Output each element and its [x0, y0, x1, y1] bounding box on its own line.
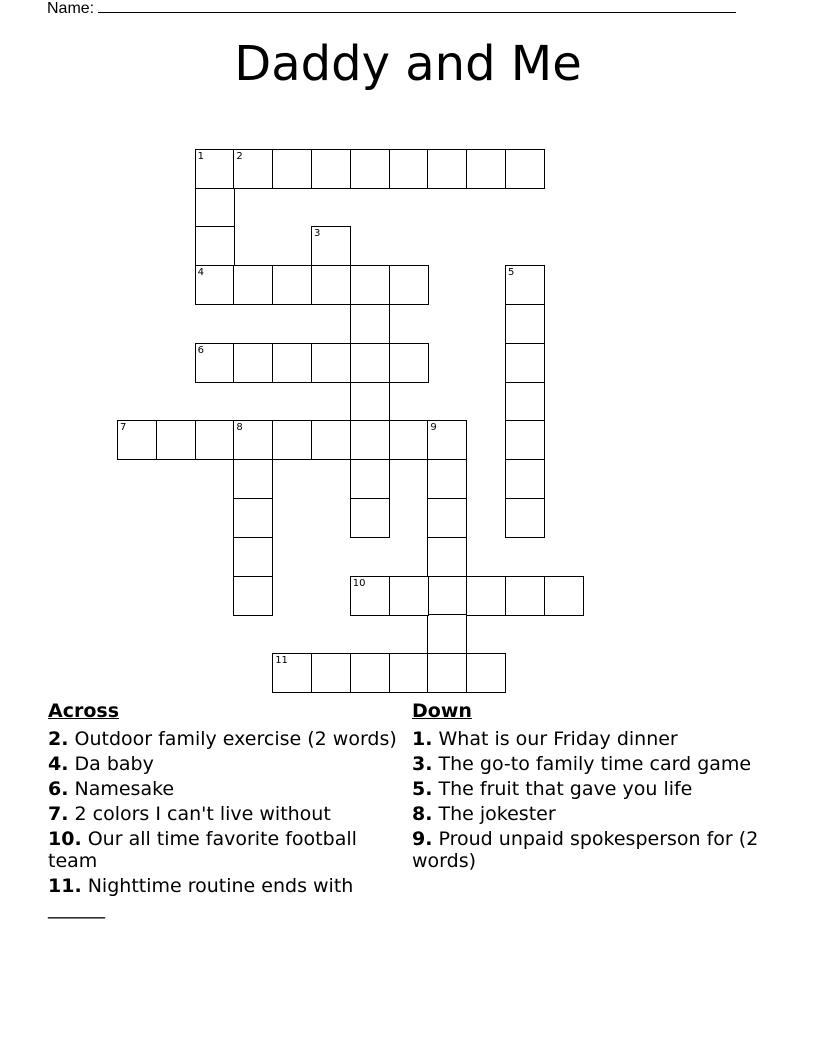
- grid-cell[interactable]: [233, 420, 273, 460]
- grid-cell[interactable]: [195, 226, 235, 266]
- clue-number: 11.: [48, 875, 82, 897]
- grid-cell[interactable]: [311, 343, 351, 383]
- clue-number: 7.: [48, 803, 69, 825]
- grid-cell[interactable]: [505, 265, 545, 305]
- grid-cell[interactable]: [272, 420, 312, 460]
- grid-cell[interactable]: [195, 343, 235, 383]
- clue-number: 3: [314, 228, 321, 240]
- clue-number: 5.: [412, 778, 433, 800]
- grid-cell[interactable]: [505, 576, 545, 616]
- grid-cell[interactable]: [427, 614, 467, 654]
- grid-cell[interactable]: [311, 265, 351, 305]
- grid-cell[interactable]: [350, 576, 390, 616]
- clue-number: 10: [352, 577, 366, 589]
- grid-cell[interactable]: [466, 653, 506, 693]
- grid-cell[interactable]: [350, 343, 390, 383]
- grid-cell[interactable]: [505, 382, 545, 422]
- grid-cell[interactable]: [427, 149, 467, 189]
- clue-text: Namesake: [74, 778, 175, 800]
- grid-cell[interactable]: [505, 149, 545, 189]
- grid-cell[interactable]: [505, 498, 545, 538]
- grid-cell[interactable]: [195, 188, 235, 228]
- clue-number: 9: [430, 422, 437, 434]
- grid-cell[interactable]: [389, 343, 429, 383]
- across-clue: [48, 875, 398, 919]
- grid-cell[interactable]: [272, 149, 312, 189]
- across-clues: [48, 700, 398, 922]
- grid-cell[interactable]: [311, 653, 351, 693]
- grid-cell[interactable]: [233, 459, 273, 499]
- clue-text: Proud unpaid spokesperson for (2 words): [412, 828, 759, 872]
- down-clue: [412, 728, 762, 750]
- clue-number: 7: [120, 422, 127, 434]
- clue-text: The go-to family time card game: [438, 753, 752, 775]
- grid-cell[interactable]: [233, 343, 273, 383]
- grid-cell[interactable]: [466, 149, 506, 189]
- grid-cell[interactable]: [389, 265, 429, 305]
- grid-cell[interactable]: [427, 537, 467, 577]
- across-clue-list: [48, 728, 398, 919]
- across-heading: Across: [48, 700, 120, 722]
- clue-text: Da baby: [74, 753, 154, 775]
- clue-number: 5: [508, 267, 515, 279]
- grid-cell[interactable]: [233, 149, 273, 189]
- clue-text: What is our Friday dinner: [438, 728, 678, 750]
- grid-cell[interactable]: [505, 304, 545, 344]
- grid-cell[interactable]: [505, 420, 545, 460]
- clue-number: 3.: [412, 753, 433, 775]
- grid-cell[interactable]: [117, 420, 157, 460]
- grid-cell[interactable]: [427, 576, 467, 616]
- grid-cell[interactable]: [389, 576, 429, 616]
- grid-cell[interactable]: [389, 420, 429, 460]
- clue-text: Our all time favorite football team: [48, 828, 357, 872]
- clue-number: 10.: [48, 828, 82, 850]
- grid-cell[interactable]: [350, 304, 390, 344]
- clue-text: Nighttime routine ends with ______: [48, 875, 354, 919]
- clue-number: 1.: [412, 728, 433, 750]
- grid-cell[interactable]: [272, 653, 312, 693]
- grid-cell[interactable]: [233, 498, 273, 538]
- page-title: Daddy and Me: [234, 36, 582, 92]
- clue-number: 2.: [48, 728, 69, 750]
- grid-cell[interactable]: [505, 459, 545, 499]
- grid-cell[interactable]: [389, 149, 429, 189]
- clue-text: 2 colors I can't live without: [74, 803, 331, 825]
- grid-cell[interactable]: [233, 537, 273, 577]
- grid-cell[interactable]: [350, 420, 390, 460]
- grid-cell[interactable]: [544, 576, 584, 616]
- clue-text: The fruit that gave you life: [438, 778, 693, 800]
- grid-cell[interactable]: [233, 576, 273, 616]
- grid-cell[interactable]: [350, 382, 390, 422]
- grid-cell[interactable]: [311, 420, 351, 460]
- clue-number: 2: [236, 150, 243, 162]
- grid-cell[interactable]: [233, 265, 273, 305]
- down-clue-list: [412, 728, 762, 872]
- grid-cell[interactable]: [195, 420, 235, 460]
- grid-cell[interactable]: [195, 265, 235, 305]
- grid-cell[interactable]: [389, 653, 429, 693]
- down-clue: [412, 753, 762, 775]
- across-clue: [48, 828, 398, 872]
- down-clues: [412, 700, 762, 875]
- grid-cell[interactable]: [156, 420, 196, 460]
- clue-text: Outdoor family exercise (2 words): [74, 728, 397, 750]
- name-label: Name:: [47, 0, 95, 17]
- grid-cell[interactable]: [311, 149, 351, 189]
- grid-cell[interactable]: [427, 459, 467, 499]
- clue-number: 4.: [48, 753, 69, 775]
- grid-cell[interactable]: [466, 576, 506, 616]
- grid-cell[interactable]: [350, 498, 390, 538]
- grid-cell[interactable]: [427, 420, 467, 460]
- clue-number: 6.: [48, 778, 69, 800]
- clue-number: 8: [236, 422, 243, 434]
- grid-cell[interactable]: [272, 343, 312, 383]
- across-clue: [48, 728, 398, 750]
- down-clue: [412, 778, 762, 800]
- grid-cell[interactable]: [350, 265, 390, 305]
- across-clue: [48, 803, 398, 825]
- grid-cell[interactable]: [350, 653, 390, 693]
- clue-number: 6: [197, 344, 204, 356]
- grid-cell[interactable]: [427, 653, 467, 693]
- grid-cell[interactable]: [427, 498, 467, 538]
- grid-cell[interactable]: [311, 226, 351, 266]
- grid-cell[interactable]: [350, 459, 390, 499]
- clue-number: 1: [197, 150, 204, 162]
- clue-text: The jokester: [438, 803, 556, 825]
- down-heading: Down: [412, 700, 472, 722]
- clue-number: 11: [275, 655, 288, 667]
- down-clue: [412, 803, 762, 825]
- grid-cell[interactable]: [272, 265, 312, 305]
- across-clue: [48, 753, 398, 775]
- across-clue: [48, 778, 398, 800]
- down-clue: [412, 828, 762, 872]
- grid-cell[interactable]: [195, 149, 235, 189]
- clue-number: 9.: [412, 828, 433, 850]
- grid-cell[interactable]: [350, 149, 390, 189]
- grid-cell[interactable]: [505, 343, 545, 383]
- clue-number: 4: [197, 267, 204, 279]
- clue-number: 8.: [412, 803, 433, 825]
